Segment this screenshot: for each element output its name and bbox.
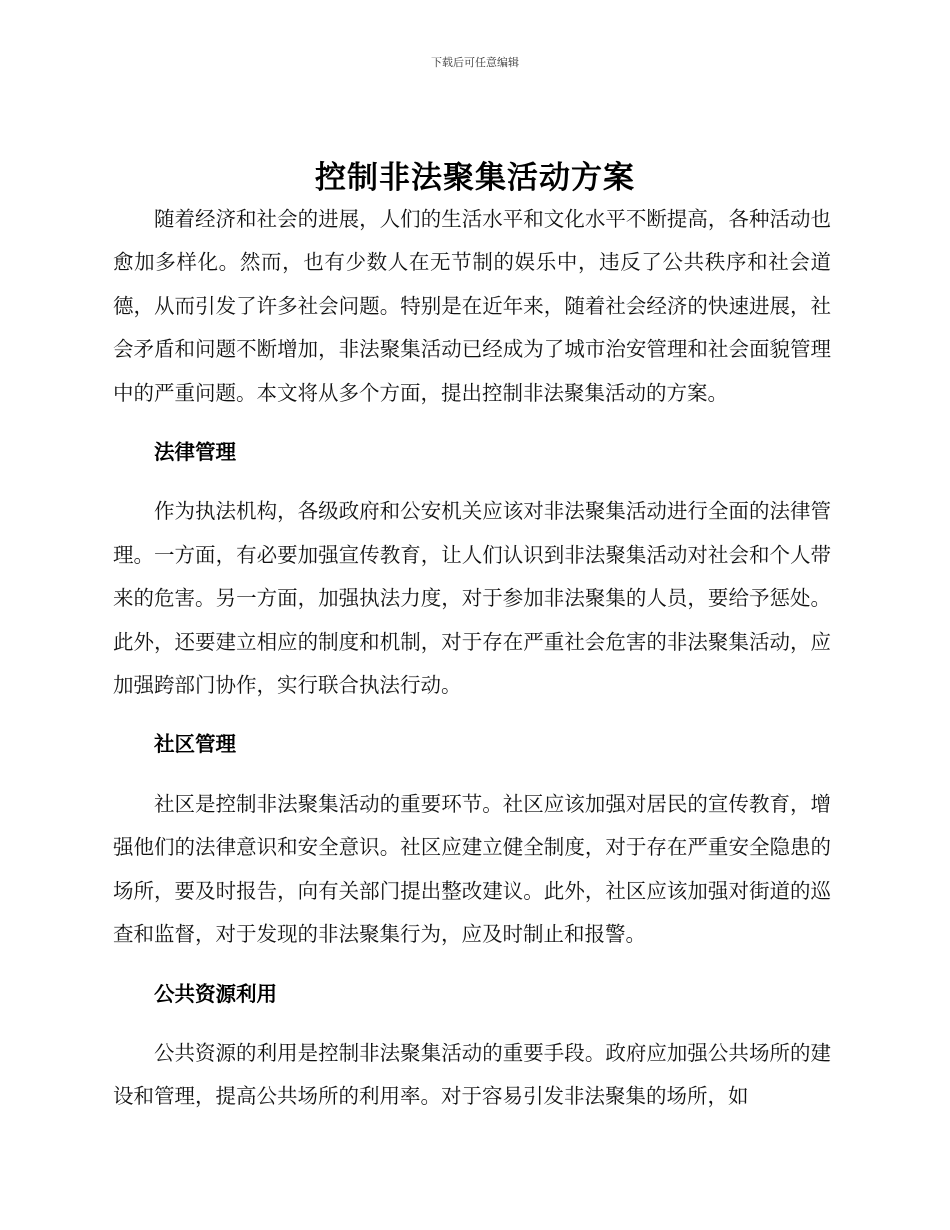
section-body-public-resources: 公共资源的利用是控制非法聚集活动的重要手段。政府应加强公共场所的建设和管理，提高公共场所的利用率。对于容易引发非法聚集的场所，如	[113, 1040, 831, 1109]
intro-paragraph: 随着经济和社会的进展，人们的生活水平和文化水平不断提高，各种活动也愈加多样化。然而，也有少数人在无节制的娱乐中，违反了公共秩序和社会道德，从而引发了许多社会问题。特别是在近年来，随着社会经济的快速进展，社会矛盾和问题不断增加，非法聚集活动已经成为了城市治安管理和社会面貌管理中的严重问题。本文将从多个方面，提出控制非法聚集活动的方案。	[113, 207, 831, 405]
section-heading-community: 社区管理	[154, 732, 236, 757]
section-heading-public-resources: 公共资源利用	[154, 981, 277, 1006]
section-heading-legal: 法律管理	[154, 440, 236, 465]
document-title: 控制非法聚集活动方案	[315, 160, 635, 196]
document-body	[113, 198, 831, 1119]
section-body-legal: 作为执法机构，各级政府和公安机关应该对非法聚集活动进行全面的法律管理。一方面，有必要加强宣传教育，让人们认识到非法聚集活动对社会和个人带来的危害。另一方面，加强执法力度，对于参加非法聚集的人员，要给予惩处。此外，还要建立相应的制度和机制，对于存在严重社会危害的非法聚集活动，应加强跨部门协作，实行联合执法行动。	[113, 499, 831, 698]
section-body-community: 社区是控制非法聚集活动的重要环节。社区应该加强对居民的宣传教育，增强他们的法律意识和安全意识。社区应建立健全制度，对于存在严重安全隐患的场所，要及时报告，向有关部门提出整改建议。此外，社区应该加强对街道的巡查和监督，对于发现的非法聚集行为，应及时制止和报警。	[113, 791, 831, 947]
page-header-note: 下载后可任意编辑	[431, 56, 519, 69]
